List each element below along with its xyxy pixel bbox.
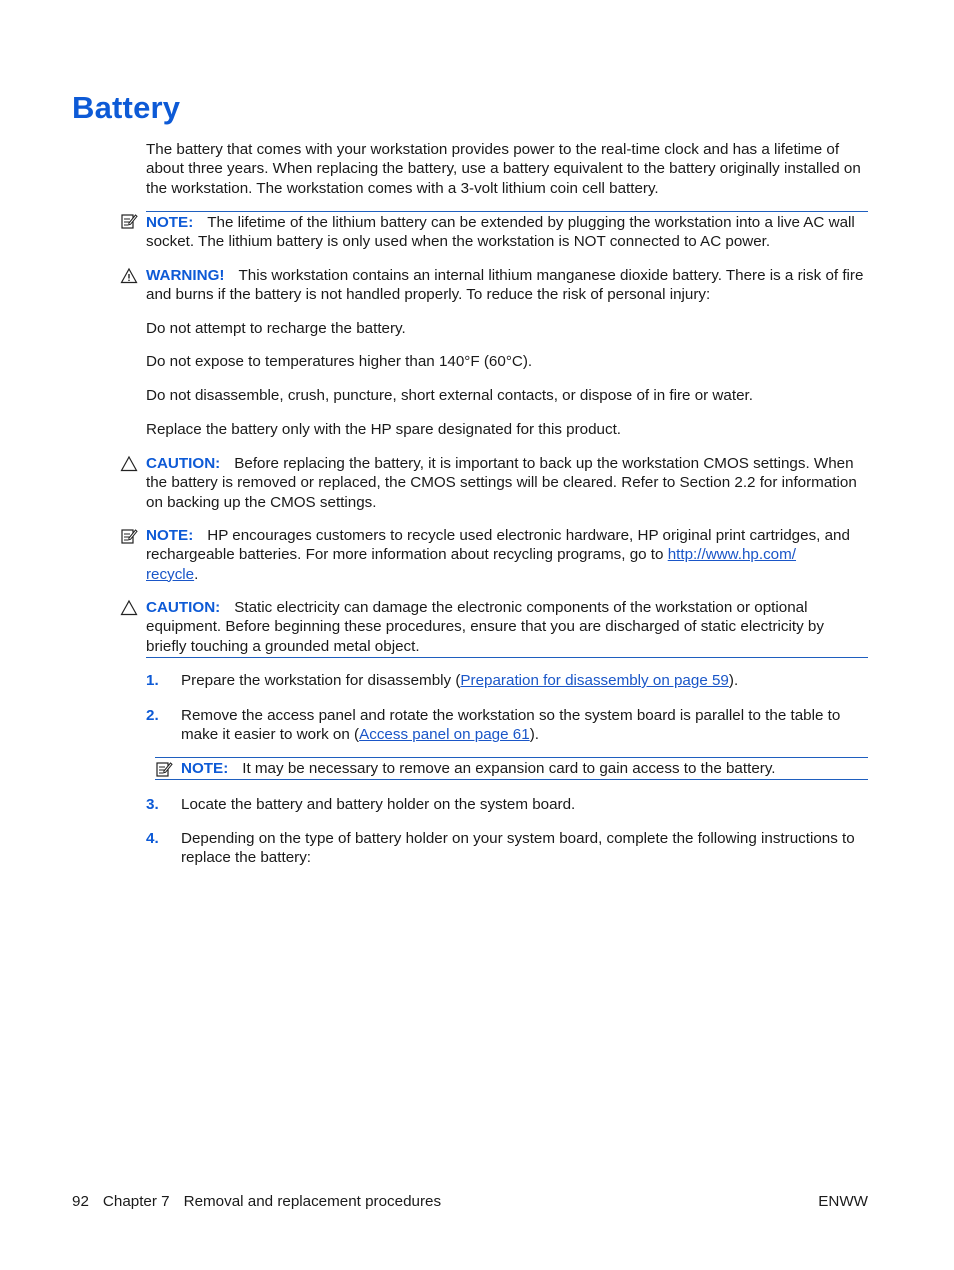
step-3 <box>146 795 868 814</box>
intro-paragraph: The battery that comes with your workstation provides power to the real-time clock and has a lifetime of about three years. When replacing the battery, use a battery equivalent to the battery originally installed on the workstation. The workstation comes with a 3-volt lithium coin cell battery. <box>146 141 861 197</box>
step-number: 4. <box>146 830 159 847</box>
page-number: 92 <box>72 1193 89 1210</box>
note-label: NOTE: <box>181 760 229 777</box>
step-number: 2. <box>146 707 159 724</box>
caution-label: CAUTION: <box>146 455 221 472</box>
note-label: NOTE: <box>146 214 194 231</box>
step-text: Depending on the type of battery holder on your system board, complete the following instructions to replace the battery: <box>181 830 855 867</box>
note-icon <box>120 212 138 230</box>
warning-block <box>120 266 868 305</box>
access-panel-link[interactable]: Access panel on page 61 <box>359 726 530 744</box>
note-text-end: . <box>194 565 199 583</box>
caution-static <box>120 598 868 658</box>
step-text-end: ). <box>529 726 539 744</box>
warning-label: WARNING! <box>146 267 225 284</box>
note-text: It may be necessary to remove an expansion card to gain access to the battery. <box>242 760 776 777</box>
caution-text: Static electricity can damage the electronic components of the workstation or optional equipment. Before beginning these procedures, ensure that you are discharged of static electricity by briefly touching a grounded metal object. <box>146 599 824 655</box>
note-label: NOTE: <box>146 527 194 544</box>
caution-label: CAUTION: <box>146 599 221 616</box>
warning-item: Do not disassemble, crush, puncture, short external contacts, or dispose of in fire or water. <box>146 387 753 404</box>
caution-cmos <box>120 454 868 512</box>
warning-text: This workstation contains an internal lithium manganese dioxide battery. There is a risk of fire and burns if the battery is not handled properly. To reduce the risk of personal injury: <box>146 267 864 304</box>
recycle-link-part[interactable]: recycle <box>146 565 195 583</box>
warning-item: Replace the battery only with the HP spare designated for this product. <box>146 421 622 438</box>
footer-chapter-title: Removal and replacement procedures <box>183 1193 442 1210</box>
preparation-link[interactable]: Preparation for disassembly on page 59 <box>460 672 729 689</box>
step-text-end: ). <box>728 672 739 689</box>
step-text: Remove the access panel and rotate the workstation so the system board is parallel to the table to make it easier to work on ( <box>181 707 841 744</box>
note-text: The lifetime of the lithium battery can be extended by plugging the workstation into a live AC wall socket. The lithium battery is only used when the workstation is NOT connected to AC power. <box>146 214 855 251</box>
step-number: 3. <box>146 796 159 813</box>
warning-item: Do not expose to temperatures higher than 140°F (60°C). <box>146 353 533 370</box>
step-2 <box>146 706 868 745</box>
footer-enww: ENWW <box>818 1193 868 1210</box>
step-4 <box>146 829 868 868</box>
note-icon <box>155 760 173 778</box>
recycle-link-part[interactable]: http://www.hp.com/ <box>667 546 797 564</box>
step-text: Prepare the workstation for disassembly ( <box>181 672 461 689</box>
warning-triangle-icon <box>120 267 138 285</box>
step-1 <box>146 671 868 690</box>
caution-triangle-icon <box>120 599 138 617</box>
note-recycle <box>120 526 868 584</box>
caution-triangle-icon <box>120 455 138 473</box>
note-expansion-card <box>155 757 868 780</box>
warning-item: Do not attempt to recharge the battery. <box>146 320 406 337</box>
page-footer <box>72 1192 868 1211</box>
footer-chapter: Chapter 7 <box>102 1193 170 1210</box>
caution-text: Before replacing the battery, it is important to back up the workstation CMOS settings. When the battery is removed or replaced, the CMOS settings will be cleared. Refer to Section 2.2 for information on backing up the CMOS settings. <box>146 455 857 511</box>
note-text: HP encourages customers to recycle used electronic hardware, HP original print cartridges, and rechargeable batteries. For more information about recycling programs, go to <box>146 527 850 564</box>
note-lifetime <box>120 211 868 252</box>
note-icon <box>120 527 138 545</box>
step-number: 1. <box>146 672 159 689</box>
step-text: Locate the battery and battery holder on the system board. <box>181 796 576 813</box>
page-title: Battery <box>72 90 181 125</box>
